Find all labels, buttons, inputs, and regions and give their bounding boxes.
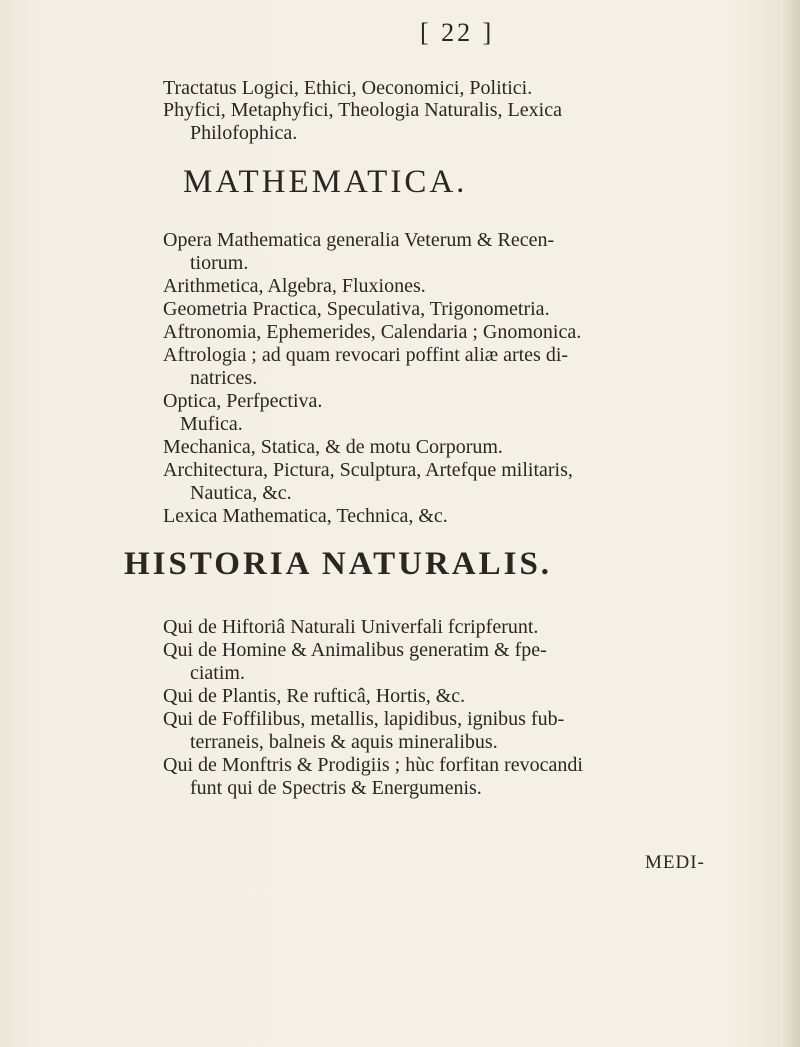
text-line: Qui de Hiftoriâ Naturali Univerfali fcripferunt. (163, 616, 539, 638)
text-line: Mufica. (180, 413, 243, 435)
text-line: Aftronomia, Ephemerides, Calendaria ; Gnomonica. (163, 321, 582, 343)
text-line: Qui de Monftris & Prodigiis ; hùc forfitan revocandi (163, 754, 583, 776)
text-line: Arithmetica, Algebra, Fluxiones. (163, 275, 426, 297)
text-line: Geometria Practica, Speculativa, Trigonometria. (163, 298, 550, 320)
section-heading-mathematica: MATHEMATICA. (183, 164, 468, 200)
text-line: Qui de Homine & Animalibus generatim & fpe- (163, 639, 547, 661)
catchword: MEDI- (645, 852, 705, 873)
text-line: Phyfici, Metaphyfici, Theologia Naturalis, Lexica (163, 99, 562, 121)
text-line: funt qui de Spectris & Energumenis. (190, 777, 482, 799)
text-line: ciatim. (190, 662, 245, 684)
text-line: Tractatus Logici, Ethici, Oeconomici, Politici. (163, 77, 533, 99)
text-line: Opera Mathematica generalia Veterum & Recen- (163, 229, 555, 251)
text-line: Nautica, &c. (190, 482, 292, 504)
text-line: natrices. (190, 367, 258, 389)
text-line: Lexica Mathematica, Technica, &c. (163, 505, 448, 527)
text-line: Optica, Perfpectiva. (163, 390, 323, 412)
text-line: Mechanica, Statica, & de motu Corporum. (163, 436, 503, 458)
section-heading-historia-naturalis: HISTORIA NATURALIS. (124, 546, 553, 582)
text-line: Architectura, Pictura, Sculptura, Artefque militaris, (163, 459, 573, 481)
text-line: Qui de Foffilibus, metallis, lapidibus, ignibus fub- (163, 708, 565, 730)
text-line: Philofophica. (190, 122, 298, 144)
text-line: tiorum. (190, 252, 249, 274)
text-line: Qui de Plantis, Re rufticâ, Hortis, &c. (163, 685, 466, 707)
text-line: terraneis, balneis & aquis mineralibus. (190, 731, 498, 753)
page-edge-shadow (782, 0, 800, 1047)
page-number: [ 22 ] (420, 18, 495, 47)
text-line: Aftrologia ; ad quam revocari poffint aliæ artes di- (163, 344, 569, 366)
